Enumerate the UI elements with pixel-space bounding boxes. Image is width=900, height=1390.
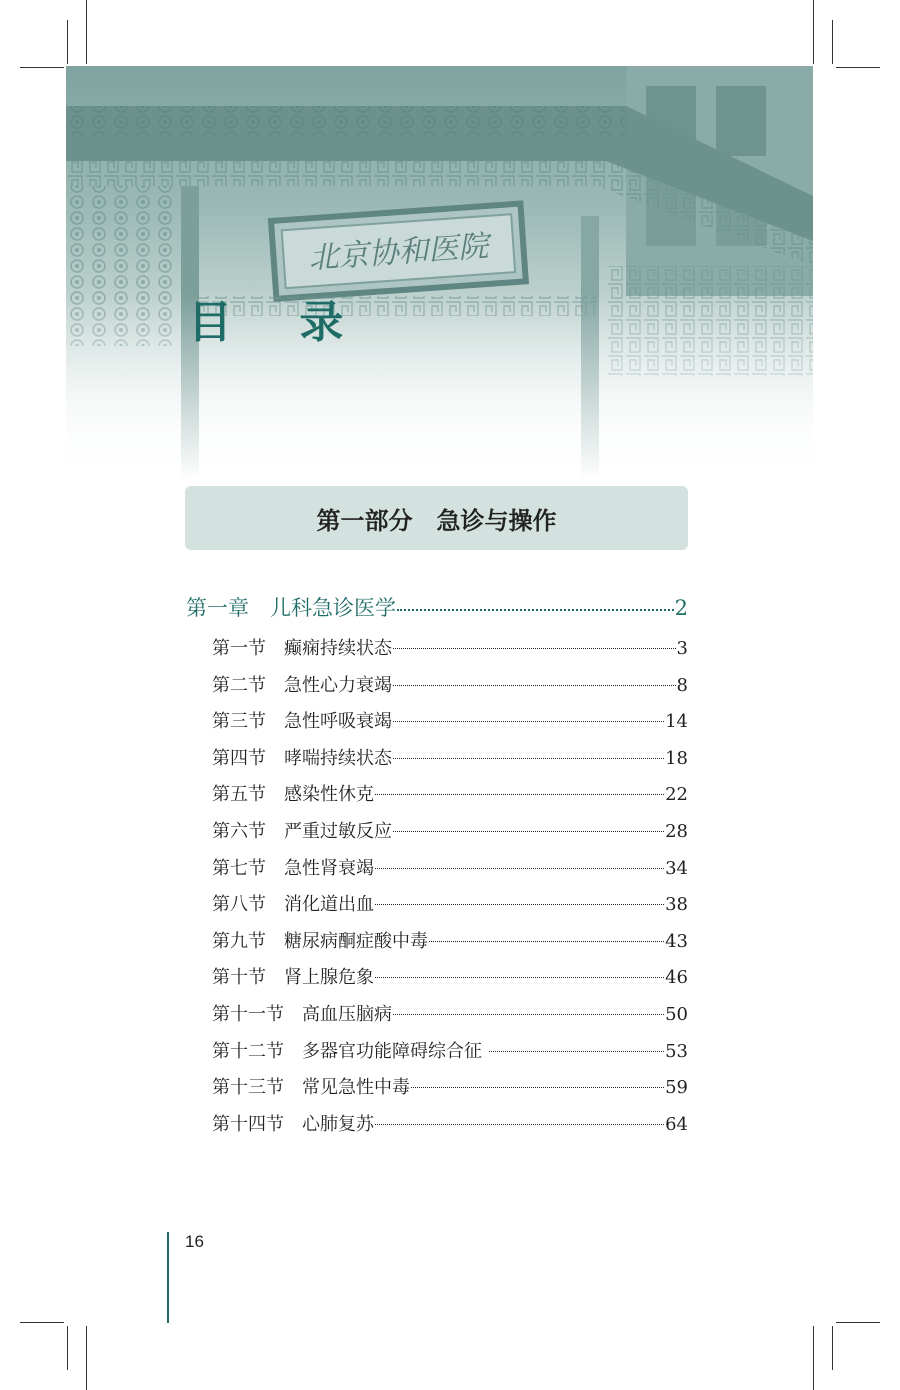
crop-mark	[832, 20, 833, 64]
gate-illustration	[66, 66, 813, 480]
toc-chapter-entry[interactable]	[186, 592, 688, 622]
toc-section-entry[interactable]	[212, 854, 688, 880]
section-page-number: 43	[665, 930, 688, 952]
crop-mark	[86, 0, 87, 64]
section-title: 第一节 癫痫持续状态	[212, 638, 392, 659]
section-page-number: 59	[665, 1077, 688, 1099]
crop-mark	[86, 1326, 87, 1390]
toc-section-entry[interactable]	[212, 890, 688, 916]
leader-dots	[375, 794, 664, 795]
leader-dots	[393, 831, 664, 832]
crop-mark	[836, 1322, 880, 1323]
section-page-number: 46	[665, 967, 688, 989]
section-title: 第八节 消化道出血	[212, 894, 374, 916]
section-title: 第十一节 高血压脑病	[212, 1004, 392, 1025]
page-number: 16	[185, 1232, 204, 1251]
leader-dots	[393, 721, 664, 722]
leader-dots	[375, 904, 664, 905]
toc-section-entry[interactable]	[212, 927, 688, 953]
section-title: 第十四节 心肺复苏	[212, 1113, 374, 1135]
toc-section-entry[interactable]	[212, 1037, 688, 1063]
page-title: 目 录	[188, 297, 370, 348]
section-page-number: 28	[665, 821, 688, 842]
section-page-number: 8	[676, 674, 688, 696]
toc-section-entry[interactable]	[212, 1110, 688, 1136]
toc-section-entry[interactable]	[212, 671, 688, 697]
toc-section-entry[interactable]	[212, 744, 688, 770]
section-page-number: 3	[676, 638, 688, 659]
part-heading-box	[185, 486, 688, 550]
section-page-number: 34	[665, 857, 688, 879]
section-title: 第九节 糖尿病酮症酸中毒	[212, 930, 428, 952]
section-page-number: 50	[665, 1004, 688, 1025]
section-page-number: 22	[665, 784, 688, 806]
leader-dots	[375, 868, 664, 869]
part-title: 第一部分 急诊与操作	[316, 506, 557, 535]
leader-dots	[393, 648, 676, 649]
leader-dots	[397, 609, 674, 611]
section-page-number: 14	[665, 711, 688, 733]
leader-dots	[393, 685, 676, 686]
toc-section-entry[interactable]	[212, 707, 688, 733]
chapter-page-number: 2	[674, 596, 688, 620]
leader-dots	[393, 1014, 664, 1015]
crop-mark	[813, 1326, 814, 1390]
toc-section-entry[interactable]	[212, 634, 688, 660]
section-title: 第二节 急性心力衰竭	[212, 674, 392, 696]
leader-dots	[375, 1124, 664, 1125]
crop-mark	[67, 20, 68, 64]
toc-section-entry[interactable]	[212, 780, 688, 806]
section-page-number: 53	[665, 1040, 688, 1062]
section-title: 第七节 急性肾衰竭	[212, 857, 374, 879]
toc-section-entry[interactable]	[212, 817, 688, 843]
section-title: 第五节 感染性休克	[212, 784, 374, 806]
crop-mark	[67, 1326, 68, 1370]
header-banner-image	[66, 66, 813, 480]
crop-mark	[20, 1322, 64, 1323]
leader-dots	[429, 941, 664, 942]
leader-dots	[411, 1087, 664, 1088]
crop-mark	[836, 67, 880, 68]
crop-mark	[20, 67, 64, 68]
section-page-number: 18	[665, 747, 688, 769]
chapter-title: 第一章 儿科急诊医学	[186, 596, 396, 620]
section-page-number: 38	[665, 894, 688, 916]
page-number-rule	[167, 1232, 169, 1323]
section-title: 第三节 急性呼吸衰竭	[212, 711, 392, 733]
section-title: 第四节 哮喘持续状态	[212, 747, 392, 769]
leader-dots	[375, 977, 664, 978]
leader-dots	[489, 1051, 664, 1052]
section-title: 第十三节 常见急性中毒	[212, 1077, 410, 1099]
section-title: 第十二节 多器官功能障碍综合征	[212, 1040, 488, 1062]
toc-section-entry[interactable]	[212, 1073, 688, 1099]
leader-dots	[393, 758, 664, 759]
section-title: 第十节 肾上腺危象	[212, 967, 374, 989]
toc-section-entry[interactable]	[212, 1000, 688, 1026]
section-title: 第六节 严重过敏反应	[212, 821, 392, 842]
crop-mark	[832, 1326, 833, 1370]
section-page-number: 64	[665, 1113, 688, 1135]
toc-section-entry[interactable]	[212, 963, 688, 989]
crop-mark	[813, 0, 814, 64]
